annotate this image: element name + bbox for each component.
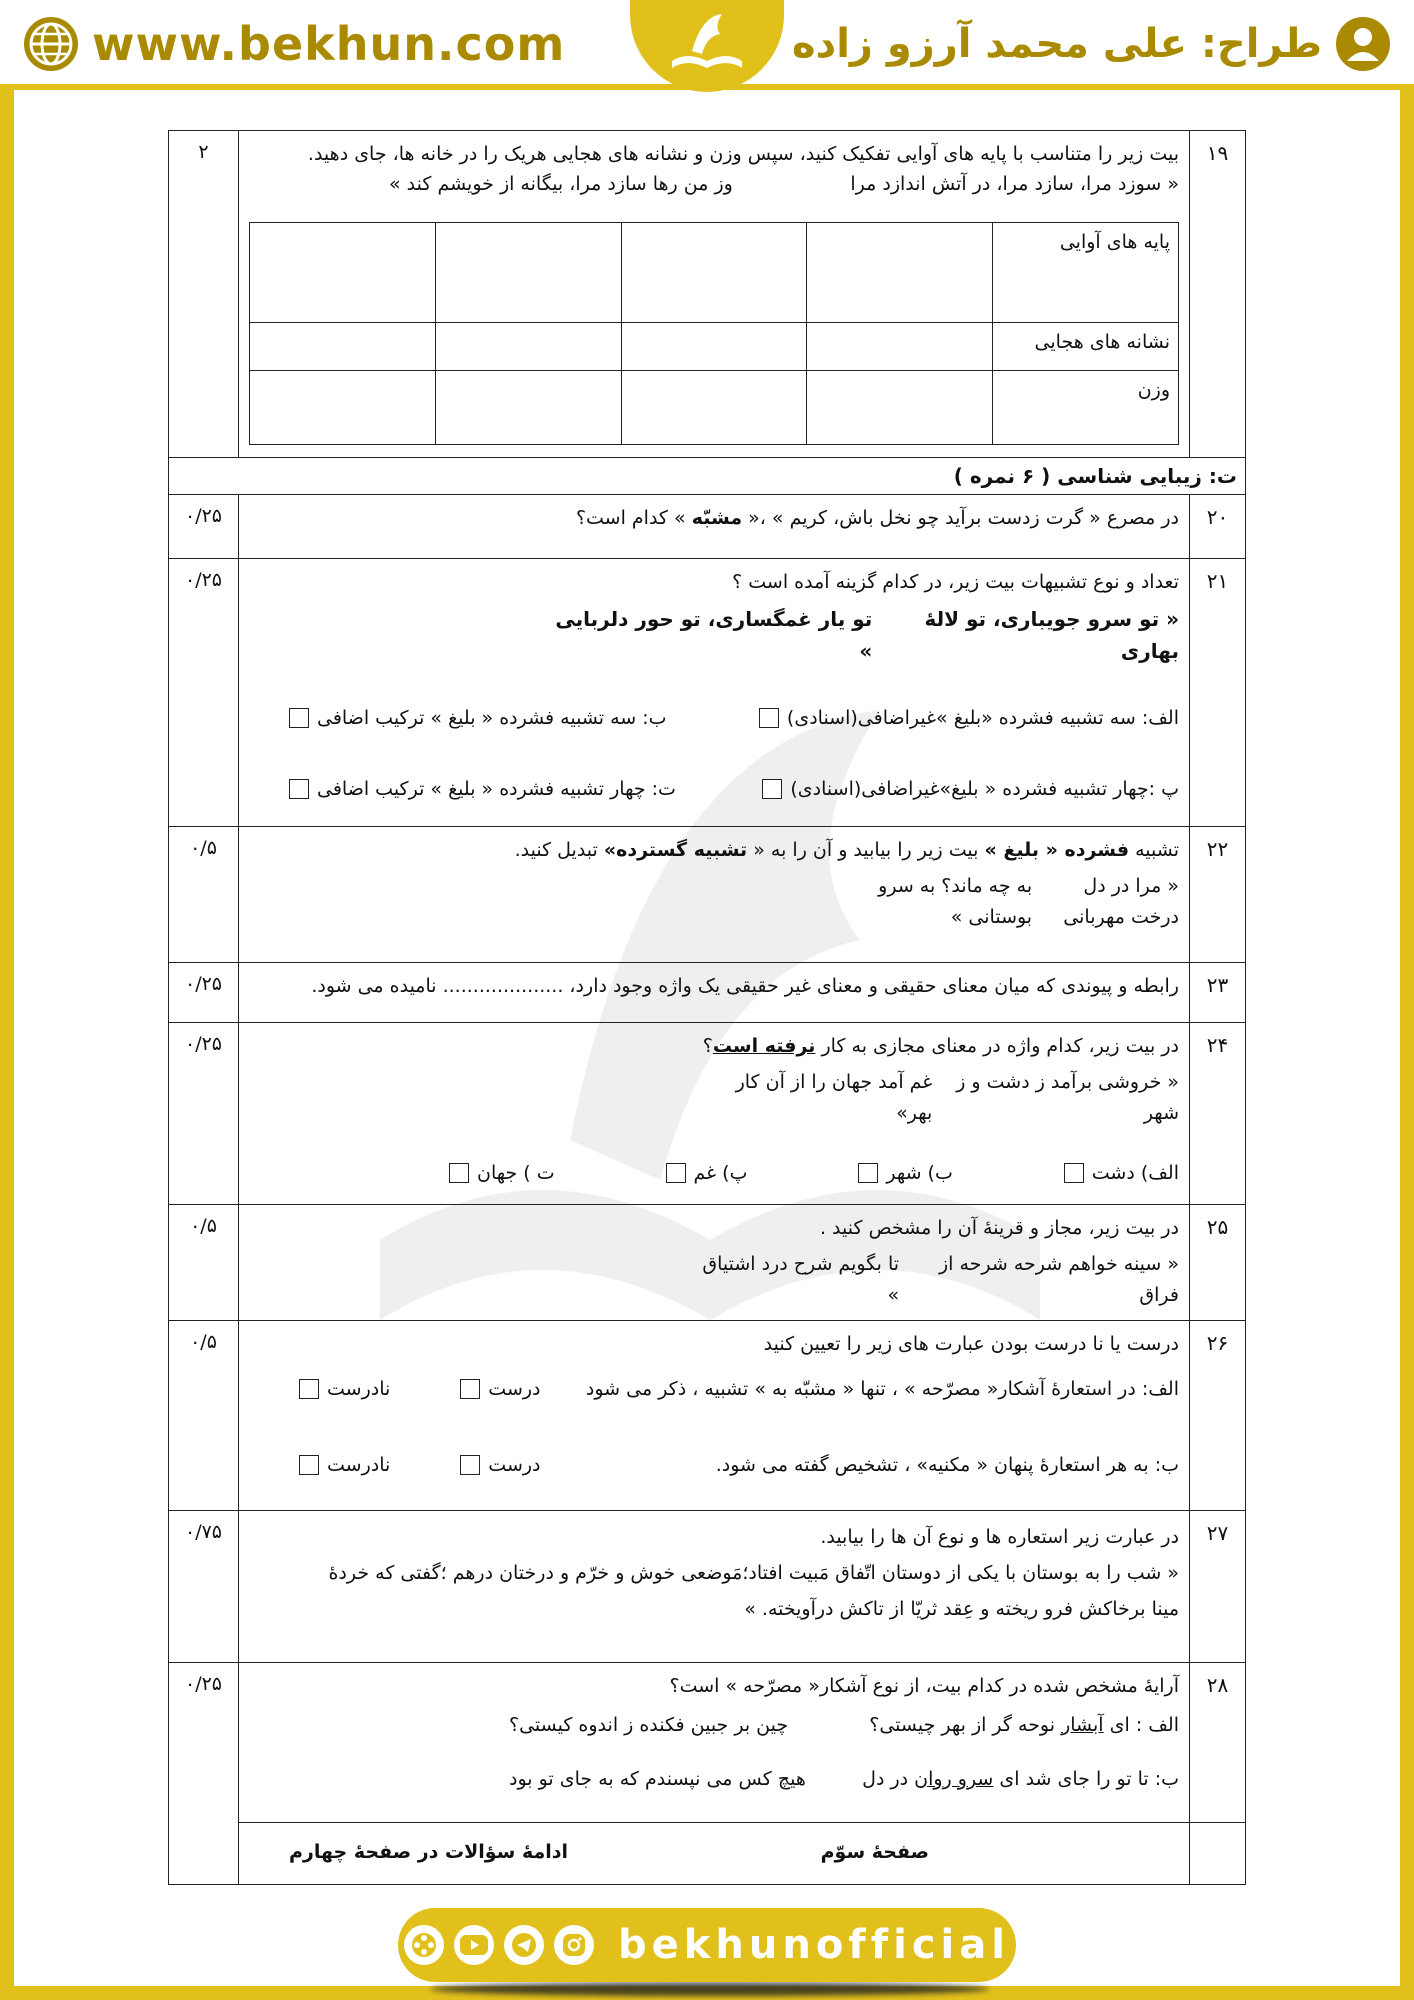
option-label: ت ) جهان: [477, 1162, 555, 1185]
option-label: الف: سه تشبیه فشرده «بلیغ »غیراضافی(اسنادی): [786, 707, 1179, 730]
verse-first: « مرا در دل درخت مهربانی: [1063, 875, 1179, 928]
option-b-prefix: ب: تا تو را جای شد ای: [999, 1767, 1179, 1790]
question-body: [239, 826, 1190, 962]
option-label: پ) غم: [693, 1162, 748, 1185]
question-text: در بیت زیر، مجاز و قرینهٔ آن را مشخص کنید .: [819, 1216, 1179, 1239]
author-credit: [792, 14, 1392, 74]
row-label: نشانه های هجایی: [993, 322, 1179, 370]
answer-cell[interactable]: [807, 370, 993, 444]
question-score: ۰/۷۵: [169, 1511, 239, 1663]
aparat-icon[interactable]: [404, 1925, 444, 1965]
question-number: ۲۵: [1190, 1204, 1246, 1320]
empty-cell: [1190, 1823, 1246, 1885]
question-21: [169, 558, 1246, 826]
option-b-first: [862, 1764, 1179, 1794]
question-text: در عبارت زیر استعاره ها و نوع آن ها را بیابید.: [820, 1526, 1179, 1549]
question-number: ۲۸: [1190, 1663, 1246, 1823]
question-text-end: ؟: [702, 1034, 713, 1057]
book-logo-icon: [662, 6, 752, 86]
statement-a: الف: در استعارهٔ آشکار« مصرّحه » ، تنها « مشبّه به » تشبیه ، ذکر می شود: [585, 1377, 1179, 1400]
answer-cell[interactable]: [250, 222, 436, 322]
question-body: [239, 1511, 1190, 1663]
footer-shadow: [430, 1982, 990, 1996]
globe-icon: [22, 15, 80, 73]
false-option: [299, 1374, 390, 1404]
answer-cell[interactable]: [807, 222, 993, 322]
option-label: درست: [488, 1453, 541, 1476]
logo: [630, 0, 784, 92]
checkbox[interactable]: [762, 779, 782, 799]
checkbox[interactable]: [289, 779, 309, 799]
option-b: [289, 703, 667, 733]
site-url[interactable]: [22, 14, 565, 74]
checkbox[interactable]: [299, 1455, 319, 1475]
true-option: [460, 1374, 540, 1404]
quote-line-2: مینا برخاکش فرو ریخته و عِقد ثریّا از تاکش درآویخته. »: [744, 1598, 1179, 1621]
option-b: [858, 1158, 953, 1188]
option-a-underlined: آبشار: [1061, 1713, 1104, 1736]
question-number: ۲۶: [1190, 1321, 1246, 1511]
question-28: [169, 1663, 1246, 1823]
answer-cell[interactable]: [250, 322, 436, 370]
option-label: نادرست: [327, 1377, 391, 1400]
option-c: [762, 774, 1179, 804]
question-number: ۲۷: [1190, 1511, 1246, 1663]
false-option: [299, 1450, 390, 1480]
answer-cell[interactable]: [807, 322, 993, 370]
question-text: تعداد و نوع تشبیهات بیت زیر، در کدام گزینه آمده است ؟: [732, 570, 1179, 593]
answer-cell[interactable]: [250, 370, 436, 444]
question-text: آرایهٔ مشخص شده در کدام بیت، از نوع آشکار« مصرّحه » است؟: [669, 1675, 1179, 1698]
answer-cell[interactable]: [621, 222, 807, 322]
verse-second: غم آمد جهان را از آن کار بهر»: [735, 1071, 933, 1124]
answer-cell[interactable]: [621, 322, 807, 370]
question-body: [239, 494, 1190, 558]
question-22: [169, 826, 1246, 962]
author-text: طراح: علی محمد آرزو زاده: [792, 21, 1322, 67]
option-b-underlined: سرو روان: [914, 1767, 994, 1790]
option-a-second: چین بر جبین فکنده ز اندوه کیستی؟: [509, 1713, 789, 1736]
statement-b: ب: به هر استعارهٔ پنهان « مکنیه» ، تشخیص گفته می شود.: [715, 1453, 1179, 1476]
checkbox[interactable]: [289, 708, 309, 728]
page-header: [0, 0, 1414, 90]
page-number: صفحهٔ سوّم: [820, 1841, 929, 1864]
question-25: [169, 1204, 1246, 1320]
question-score: ۰/۲۵: [169, 1663, 239, 1885]
question-27: [169, 1511, 1246, 1663]
question-score: ۰/۲۵: [169, 962, 239, 1022]
question-24: [169, 1022, 1246, 1204]
question-number: ۱۹: [1190, 131, 1246, 458]
youtube-icon[interactable]: [454, 1925, 494, 1965]
option-a: [1064, 1158, 1179, 1188]
true-option: [460, 1450, 540, 1480]
checkbox[interactable]: [460, 1455, 480, 1475]
option-a-prefix: الف : ای: [1109, 1713, 1179, 1736]
option-label: ب) شهر: [886, 1162, 953, 1185]
question-emphasis: مشبّه: [691, 506, 743, 529]
telegram-icon[interactable]: [504, 1925, 544, 1965]
verse-second: وز من رها سازد مرا، بیگانه از خویشم کند »: [389, 173, 733, 196]
row-label: پایه های آوایی: [993, 222, 1179, 322]
verse-second: تا بگویم شرح درد اشتیاق »: [702, 1253, 900, 1306]
question-body: [239, 1663, 1190, 1823]
question-text: درست یا نا درست بودن عبارت های زیر را تعیین کنید: [763, 1333, 1179, 1356]
question-number: ۲۰: [1190, 494, 1246, 558]
checkbox[interactable]: [449, 1163, 469, 1183]
checkbox[interactable]: [858, 1163, 878, 1183]
option-label: پ :چهار تشبیه فشرده « بلیغ»غیراضافی(اسنادی): [790, 777, 1179, 800]
checkbox[interactable]: [759, 708, 779, 728]
question-score: ۰/۲۵: [169, 558, 239, 826]
verse-first: « سوزد مرا، سازد مرا، در آتش اندازد مرا: [850, 173, 1179, 196]
answer-cell[interactable]: [435, 222, 621, 322]
question-20: [169, 494, 1246, 558]
option-b-second: هیچ کس می نپسندم که به جای تو بود: [509, 1767, 806, 1790]
site-url-text: www.bekhun.com: [92, 17, 566, 71]
question-23: [169, 962, 1246, 1022]
option-a-suffix: نوحه گر از بهر چیستی؟: [869, 1713, 1056, 1736]
checkbox[interactable]: [460, 1379, 480, 1399]
social-handle[interactable]: bekhunofficial: [618, 1922, 1010, 1968]
checkbox[interactable]: [299, 1379, 319, 1399]
checkbox[interactable]: [1064, 1163, 1084, 1183]
option-a-first: [869, 1710, 1179, 1740]
question-score: ۰/۵: [169, 1204, 239, 1320]
section-title: ت: زیبایی شناسی ( ۶ نمره ): [169, 457, 1246, 494]
question-text: در بیت زیر، کدام واژه در معنای مجازی به کار: [821, 1034, 1179, 1057]
option-d: [449, 1158, 555, 1188]
question-text: در مصرع « گرت زدست برآید چو نخل باش، کریم » ،«: [748, 506, 1179, 529]
question-body: [239, 1022, 1190, 1204]
answer-cell[interactable]: [435, 322, 621, 370]
answer-cell[interactable]: [435, 370, 621, 444]
option-c: [666, 1158, 748, 1188]
option-label: نادرست: [327, 1453, 391, 1476]
question-text-mid: بیت زیر را بیابید و آن را به «: [753, 838, 979, 861]
option-label: ت: چهار تشبیه فشرده « بلیغ » ترکیب اضافی: [317, 777, 676, 800]
question-text-end: » کدام است؟: [575, 506, 686, 529]
continue-note: ادامهٔ سؤالات در صفحهٔ چهارم: [289, 1841, 569, 1864]
question-body: [239, 1204, 1190, 1320]
question-number: ۲۱: [1190, 558, 1246, 826]
instagram-icon[interactable]: [554, 1925, 594, 1965]
verse-first: « خروشی برآمد ز دشت و ز شهر: [956, 1071, 1179, 1124]
option-a: [759, 703, 1179, 733]
option-label: الف) دشت: [1091, 1162, 1179, 1185]
question-26: [169, 1321, 1246, 1511]
question-score: ۰/۵: [169, 826, 239, 962]
verse-first: « تو سرو جویباری، تو لالهٔ بهاری: [924, 607, 1179, 664]
option-label: ب: سه تشبیه فشرده « بلیغ » ترکیب اضافی: [317, 707, 667, 730]
option-label: درست: [488, 1377, 541, 1400]
question-text: تشبیه: [1135, 838, 1179, 861]
question-text: بیت زیر را متناسب با پایه های آوایی تفکیک کنید، سپس وزن و نشانه های هجایی هریک را در خانه ها، جای دهید.: [307, 143, 1179, 165]
quote-line-1: « شب را به بوستان با یکی از دوستان اتّفاق مَبیت افتاد؛مَوضعی خوش و خرّم و درختان درهم ؛گفتی که خردهٔ: [328, 1562, 1179, 1585]
question-number: ۲۳: [1190, 962, 1246, 1022]
page-footer-row: [239, 1823, 1190, 1885]
user-icon: [1334, 15, 1392, 73]
prosody-grid: [249, 222, 1179, 445]
question-number: ۲۲: [1190, 826, 1246, 962]
question-score: ۲: [169, 131, 239, 458]
checkbox[interactable]: [666, 1163, 686, 1183]
question-19: [169, 131, 1246, 458]
question-emphasis: فشرده « بلیغ »: [984, 838, 1130, 861]
question-emphasis: نرفته است: [712, 1034, 816, 1057]
question-text-end: تبدیل کنید.: [514, 838, 598, 861]
question-emphasis-2: تشبیه گسترده»: [603, 838, 748, 861]
verse-second: تو یار غمگساری، تو حور دلربایی »: [555, 607, 873, 664]
question-body: [239, 558, 1190, 826]
social-footer: [398, 1908, 1016, 1982]
verse-second: به چه ماند؟ به سرو بوستانی »: [878, 875, 1033, 928]
question-number: ۲۴: [1190, 1022, 1246, 1204]
option-d: [289, 774, 676, 804]
answer-cell[interactable]: [621, 370, 807, 444]
question-text: رابطه و پیوندی که میان معنای حقیقی و معنای غیر حقیقی یک واژه وجود دارد، .................... نامیده می شود.: [239, 962, 1190, 1022]
question-body: [239, 131, 1190, 458]
row-label: وزن: [993, 370, 1179, 444]
exam-table: [168, 130, 1246, 1885]
option-b-suffix: در دل: [862, 1767, 909, 1790]
question-score: ۰/۵: [169, 1321, 239, 1511]
verse-first: « سینه خواهم شرحه شرحه از فراق: [938, 1253, 1179, 1306]
question-body: [239, 1321, 1190, 1511]
question-score: ۰/۲۵: [169, 1022, 239, 1204]
question-score: ۰/۲۵: [169, 494, 239, 558]
